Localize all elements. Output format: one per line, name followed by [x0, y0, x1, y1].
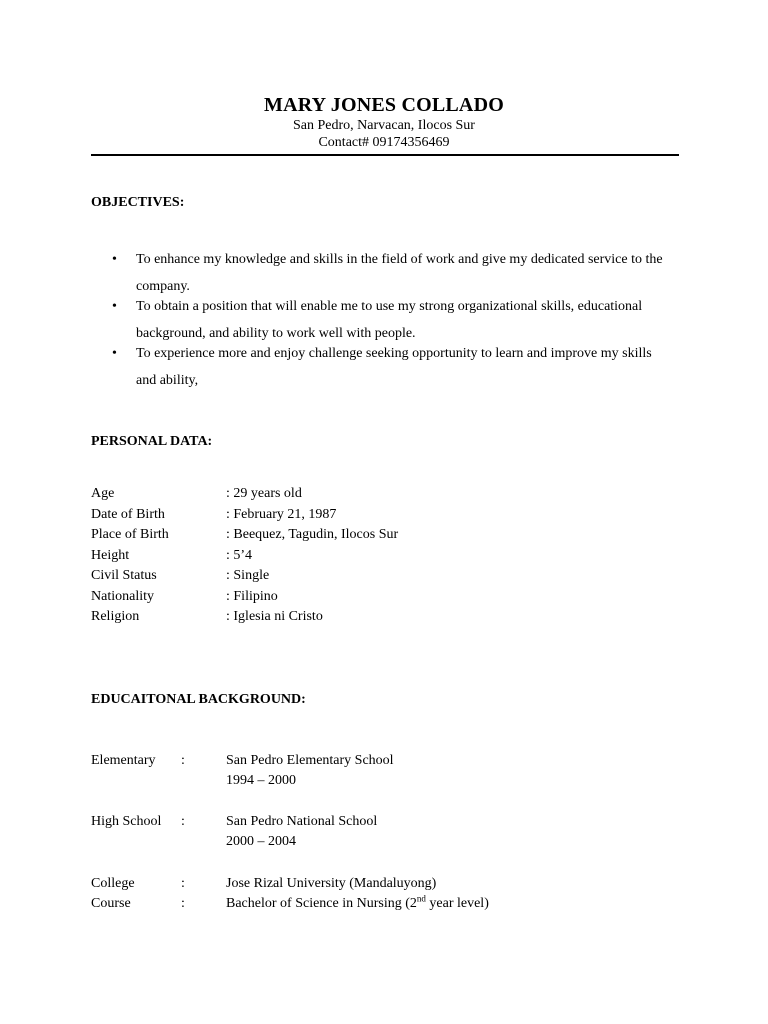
colon: : — [181, 876, 185, 891]
field-label: Religion — [91, 609, 140, 624]
bullet-icon: • — [112, 252, 117, 267]
field-label: Civil Status — [91, 568, 157, 583]
field-label: Date of Birth — [91, 506, 165, 522]
field-value: : 29 years old — [226, 486, 302, 501]
education-level-label: College — [91, 876, 135, 891]
personal-data-row — [91, 566, 398, 587]
personal-data-heading: PERSONAL DATA: — [91, 434, 213, 449]
personal-data-table — [91, 484, 398, 628]
school-years: 1994 – 2000 — [226, 773, 296, 788]
objective-item — [112, 293, 672, 347]
field-label: Height — [91, 547, 130, 563]
school-years: 2000 – 2004 — [226, 834, 296, 849]
applicant-contact: Contact# 09174356469 — [318, 135, 450, 150]
field-label: Place of Birth — [91, 527, 169, 542]
field-value: : Filipino — [226, 588, 278, 604]
objective-text: To obtain a position that will enable me to use my strong organizational skills, educational background, and ability to work well with people. — [136, 299, 643, 341]
applicant-name: MARY JONES COLLADO — [264, 94, 504, 116]
objective-text: To enhance my knowledge and skills in the field of work and give my dedicated service to the company. — [136, 252, 663, 294]
education-heading: EDUCAITONAL BACKGROUND: — [91, 692, 306, 707]
field-label: Nationality — [91, 588, 154, 604]
resume-header — [0, 93, 768, 151]
education-highschool — [91, 812, 377, 852]
personal-data-row — [91, 505, 398, 526]
objectives-list — [112, 246, 672, 387]
education-elementary — [91, 751, 394, 791]
education-level-label: Elementary — [91, 753, 156, 768]
school-name: Jose Rizal University (Mandaluyong) — [226, 876, 437, 891]
objective-item — [112, 340, 672, 394]
personal-data-row — [91, 484, 398, 505]
applicant-address: San Pedro, Narvacan, Ilocos Sur — [293, 118, 475, 133]
header-divider — [91, 154, 679, 156]
school-name: San Pedro Elementary School — [226, 753, 394, 768]
objectives-heading: OBJECTIVES: — [91, 195, 185, 210]
personal-data-row — [91, 525, 398, 546]
colon: : — [181, 814, 185, 829]
field-value: : Beequez, Tagudin, Ilocos Sur — [226, 527, 399, 542]
school-name: San Pedro National School — [226, 814, 378, 829]
field-value: : 5’4 — [226, 547, 253, 563]
course-name: Bachelor of Science in Nursing (2nd year level) — [226, 893, 489, 911]
colon: : — [181, 753, 185, 768]
objective-text: To experience more and enjoy challenge seeking opportunity to learn and improve my skills and ability, — [136, 346, 652, 388]
education-college — [91, 874, 489, 914]
objective-item — [112, 246, 672, 300]
personal-data-row — [91, 546, 398, 567]
personal-data-row — [91, 607, 398, 628]
field-value: : Single — [226, 568, 270, 583]
field-label: Age — [91, 486, 115, 501]
field-value: : February 21, 1987 — [226, 506, 337, 522]
colon: : — [181, 896, 185, 911]
education-level-label: High School — [91, 814, 162, 829]
bullet-icon: • — [112, 299, 117, 314]
field-value: : Iglesia ni Cristo — [226, 609, 323, 624]
education-level-label: Course — [91, 896, 131, 911]
personal-data-row — [91, 587, 398, 608]
bullet-icon: • — [112, 346, 117, 361]
